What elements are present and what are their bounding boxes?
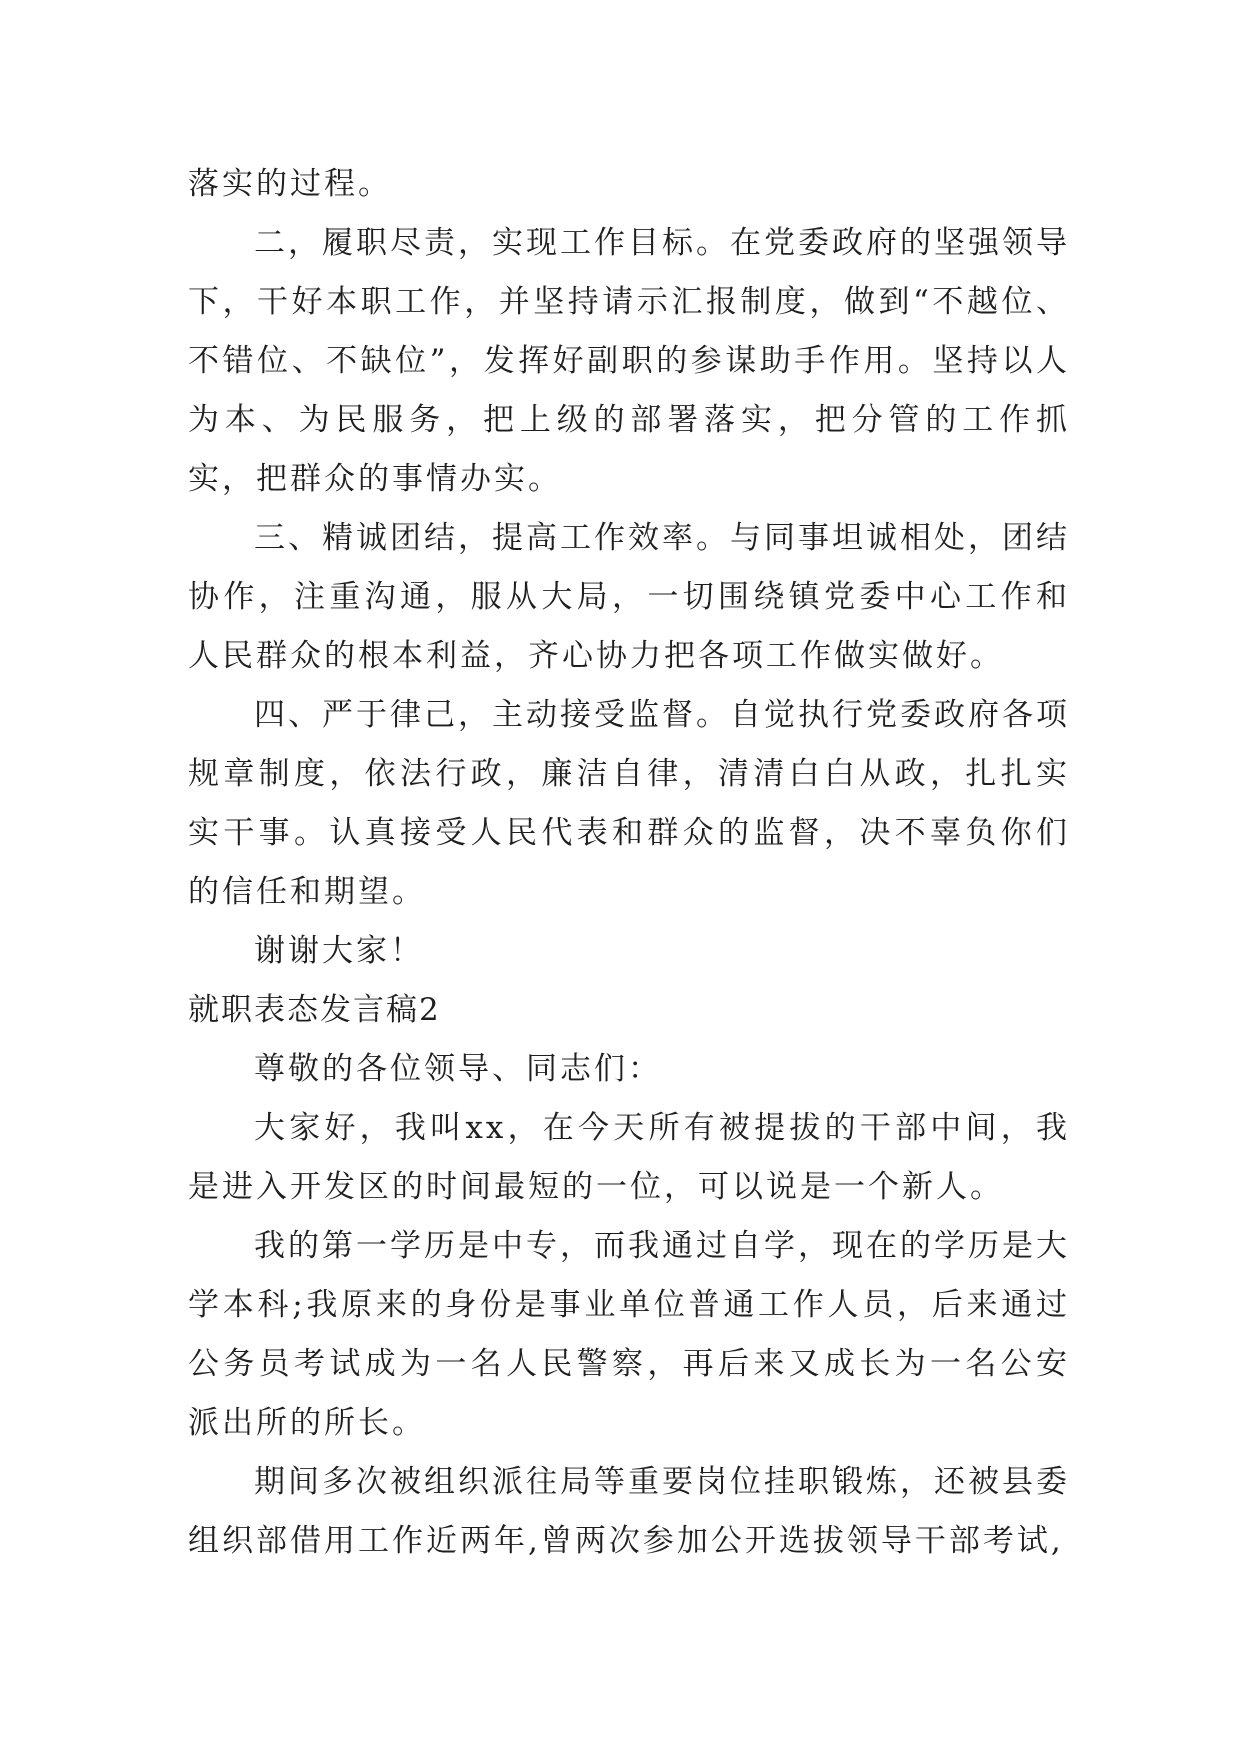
paragraph-continuation: 落实的过程。	[188, 166, 392, 202]
paragraph-salutation: 尊敬的各位领导、同志们：	[254, 1051, 662, 1087]
paragraph-point-four: 四、严于律己，主动接受监督。自觉执行党委政府各项规章制度，依法行政，廉洁自律，清清白白从政，扎扎实实干事。认真接受人民代表和群众的监督，决不辜负你们的信任和期望。	[188, 697, 1070, 910]
paragraph-point-two: 二，履职尽责，实现工作目标。在党委政府的坚强领导下，干好本职工作，并坚持请示汇报制度，做到“不越位、不错位、不缺位”，发挥好副职的参谋助手作用。坚持以人为本、为民服务，把上级的部署落实，把分管的工作抓实，把群众的事情办实。	[188, 225, 1070, 497]
paragraph-education: 我的第一学历是中专，而我通过自学，现在的学历是大学本科;我原来的身份是事业单位普通工作人员，后来通过公务员考试成为一名人民警察，再后来又成长为一名公安派出所的所长。	[188, 1228, 1070, 1441]
document-body	[188, 155, 1070, 1571]
paragraph-greeting: 大家好，我叫xx，在今天所有被提拔的干部中间，我是进入开发区的时间最短的一位，可以说是一个新人。	[188, 1110, 1070, 1205]
section-heading: 就职表态发言稿2	[188, 992, 441, 1028]
paragraph-thanks: 谢谢大家！	[254, 933, 424, 969]
paragraph-experience: 期间多次被组织派往局等重要岗位挂职锻炼，还被县委组织部借用工作近两年,曾两次参加公开选拔领导干部考试,	[188, 1464, 1070, 1559]
paragraph-point-three: 三、精诚团结，提高工作效率。与同事坦诚相处，团结协作，注重沟通，服从大局，一切围绕镇党委中心工作和人民群众的根本利益，齐心协力把各项工作做实做好。	[188, 520, 1070, 674]
